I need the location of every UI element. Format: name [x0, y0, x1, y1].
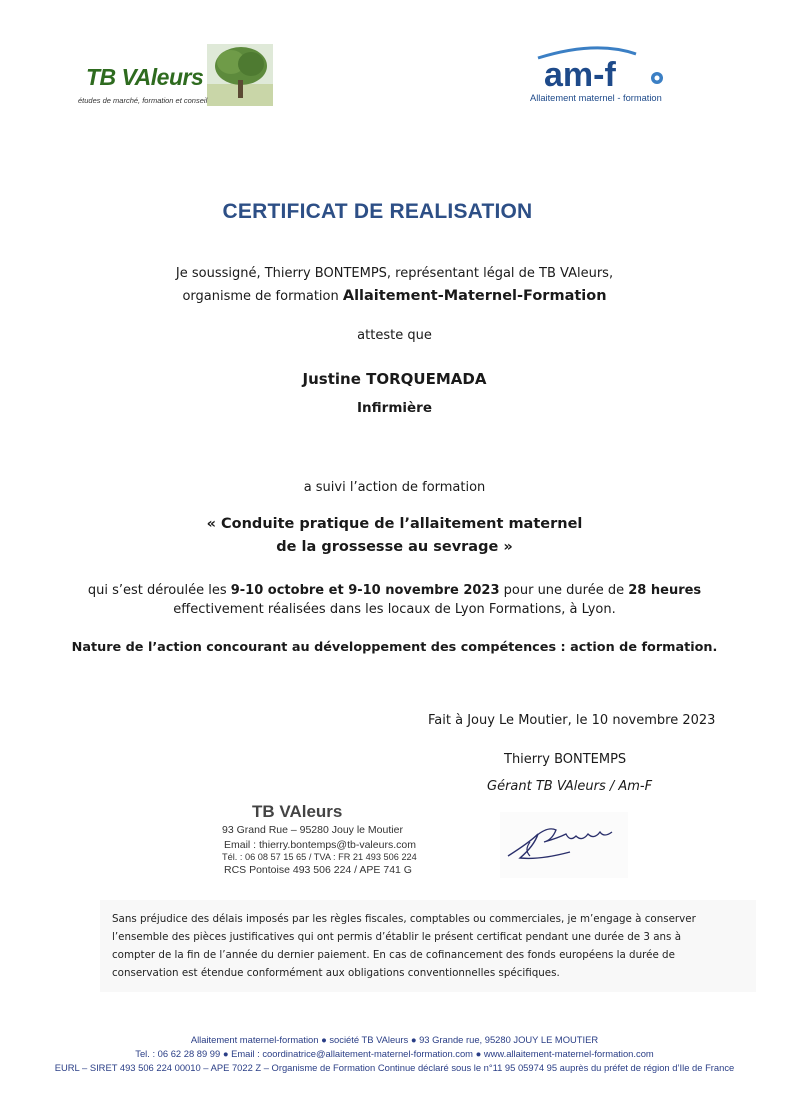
footer-line-3: EURL – SIRET 493 506 224 00010 – APE 7022 Z – Organisme de Formation Continue déclaré sous le n°11 95 05974 95 auprès du préfet de région d’Ile de France — [54, 1062, 735, 1073]
stamp-email: Email : thierry.bontemps@tb-valeurs.com — [224, 839, 416, 851]
dates-bold: 9-10 octobre et 9-10 novembre 2023 — [230, 583, 500, 598]
dates-line-2: effectivement réalisées dans les locaux de Lyon Formations, à Lyon. — [173, 602, 616, 617]
certificate-title: CERTIFICAT DE REALISATION — [222, 200, 533, 223]
dates-line-1 — [0, 583, 789, 598]
duration-bold: 28 heures — [628, 583, 702, 598]
place-date: Fait à Jouy Le Moutier, le 10 novembre 2023 — [428, 713, 716, 728]
signer-role: Gérant TB VAleurs / Am-F — [487, 779, 653, 794]
atteste-text: atteste que — [357, 328, 432, 343]
stamp-rcs: RCS Pontoise 493 506 224 / APE 741 G — [224, 864, 412, 876]
suivi-text: a suivi l’action de formation — [303, 480, 486, 495]
company-stamp — [218, 802, 458, 878]
dates-middle: pour une durée de — [499, 583, 629, 598]
organization-name: Allaitement-Maternel-Formation — [342, 288, 607, 304]
stamp-address: 93 Grand Rue – 95280 Jouy le Moutier — [222, 824, 403, 836]
svg-text:am-f: am-f — [544, 56, 616, 92]
intro-line-2 — [0, 288, 789, 304]
amf-tagline: Allaitement maternel - formation — [530, 93, 662, 103]
retention-notice-text: Sans préjudice des délais imposés par les règles fiscales, comptables ou commerciales, je m’engage à conserver l’ensemble des pièces justificatives qui ont permis d’établir le présent certificat pendant une durée de 3 ans à compter de la fin de l’année du dernier paiement. En cas de cofinancement des fonds européens la durée de conservation est étendue conformément aux obligations conventionnelles spécifiques. — [112, 913, 696, 979]
tree-logo-icon — [207, 44, 273, 106]
stamp-title: TB VAleurs — [252, 802, 343, 821]
tb-valeurs-tagline: études de marché, formation et conseil — [78, 96, 208, 105]
tb-valeurs-logo — [62, 44, 274, 106]
course-title-line-1: « Conduite pratique de l’allaitement maternel — [206, 516, 583, 532]
stamp-tel: Tél. : 06 08 57 15 65 / TVA : FR 21 493 506 224 — [222, 852, 417, 862]
course-title-line-2: de la grossesse au sevrage » — [276, 539, 513, 555]
footer-line-2: Tel. : 06 62 28 89 99 ● Email : coordinatrice@allaitement-maternel-formation.com ● www.allaitement-maternel-formation.com — [135, 1048, 654, 1059]
participant-name: Justine TORQUEMADA — [302, 370, 487, 388]
nature-statement: Nature de l’action concourant au développement des compétences : action de formation. — [71, 640, 718, 655]
participant-job: Infirmière — [357, 400, 432, 416]
amf-logo — [526, 44, 686, 108]
handwritten-signature — [500, 812, 628, 878]
retention-notice — [100, 900, 756, 992]
signer-name: Thierry BONTEMPS — [504, 752, 627, 767]
intro-line-1: Je soussigné, Thierry BONTEMPS, représentant légal de TB VAleurs, — [175, 266, 614, 281]
footer-line-1: Allaitement maternel-formation ● société TB VAleurs ● 93 Grande rue, 95280 JOUY LE MOUTIER — [190, 1034, 599, 1045]
intro-line-2-prefix: organisme de formation — [182, 289, 343, 304]
dates-prefix: qui s’est déroulée les — [87, 583, 231, 598]
amf-logo-icon — [526, 44, 686, 92]
tb-valeurs-wordmark: TB VAleurs — [86, 64, 204, 90]
